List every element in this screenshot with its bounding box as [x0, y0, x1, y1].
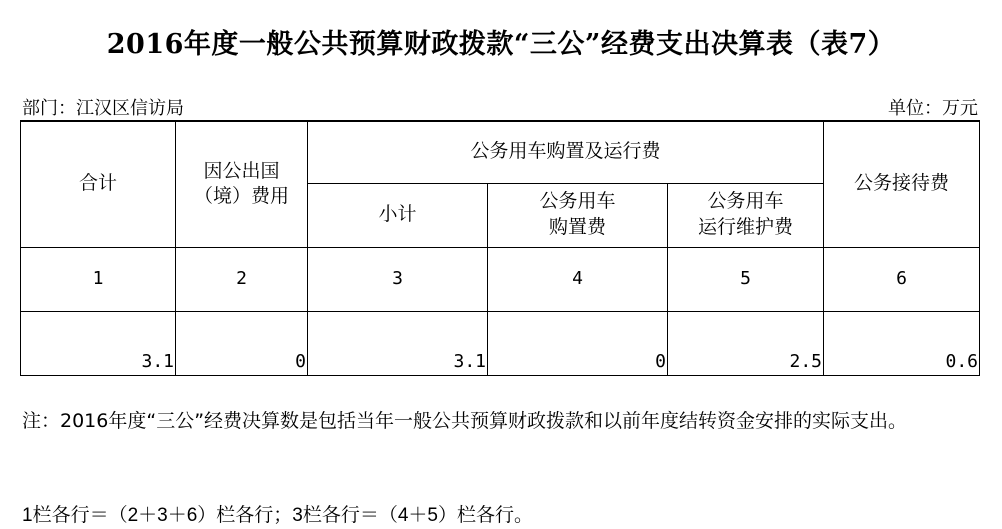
value-total: 3.1 — [21, 311, 176, 375]
header-vehicle-maintenance-line2: 运行维护费 — [697, 216, 793, 238]
formula-note: 1栏各行＝（2＋3＋6）栏各行；3栏各行＝（4＋5）栏各行。 — [22, 505, 533, 526]
header-vehicle-purchase-line2: 购置费 — [548, 216, 606, 238]
value-vehicle-purchase: 0 — [488, 311, 668, 375]
header-total: 合计 — [21, 121, 176, 247]
header-abroad-line2: （境）费用 — [193, 185, 289, 208]
value-reception: 0.6 — [824, 311, 980, 375]
header-vehicle-group: 公务用车购置及运行费 — [308, 121, 824, 183]
header-abroad — [176, 121, 308, 247]
header-vehicle-purchase — [488, 183, 668, 247]
header-vehicle-maintenance — [668, 183, 824, 247]
value-row — [21, 311, 980, 375]
expenditure-table — [20, 120, 980, 376]
department-label: 部门：江汉区信访局 — [22, 98, 184, 119]
footnote: 注：2016年度“三公”经费决算数是包括当年一般公共预算财政拨款和以前年度结转资金安排的实际支出。 — [22, 410, 908, 432]
unit-label: 单位：万元 — [888, 98, 978, 119]
header-subtotal: 小计 — [308, 183, 488, 247]
value-vehicle-subtotal: 3.1 — [308, 311, 488, 375]
header-reception: 公务接待费 — [824, 121, 980, 247]
header-abroad-line1: 因公出国 — [203, 159, 280, 182]
column-number-1: 1 — [21, 247, 176, 311]
column-number-row — [21, 247, 980, 311]
header-vehicle-maintenance-line1: 公务用车 — [707, 190, 784, 213]
header-vehicle-purchase-line1: 公务用车 — [539, 190, 616, 213]
value-abroad: 0 — [176, 311, 308, 375]
column-number-4: 4 — [488, 247, 668, 311]
column-number-5: 5 — [668, 247, 824, 311]
value-vehicle-maintenance: 2.5 — [668, 311, 824, 375]
column-number-3: 3 — [308, 247, 488, 311]
page-title: 2016年度一般公共预算财政拨款“三公”经费支出决算表（表7） — [106, 29, 896, 60]
column-number-2: 2 — [176, 247, 308, 311]
column-number-6: 6 — [824, 247, 980, 311]
